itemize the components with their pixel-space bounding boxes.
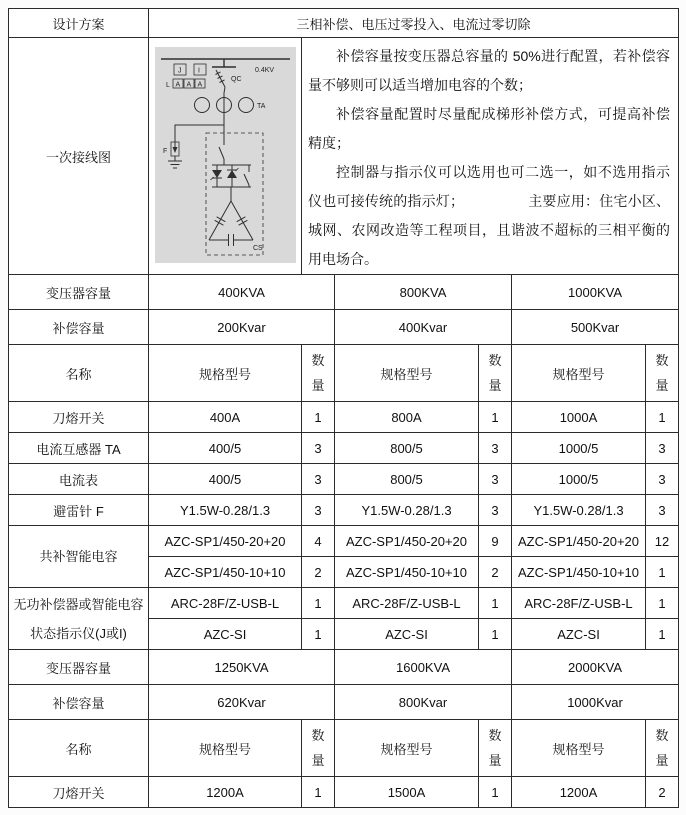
spec-cell: AZC-SP1/450-10+10 [335,557,479,588]
capacity-value: 1250KVA [149,650,335,685]
diagram-l-label: L [165,81,170,89]
row-label: 变压器容量 [9,650,149,685]
primary-wiring-diagram-icon [154,47,297,263]
spec-cell: Y1.5W-0.28/1.3 [335,495,479,526]
spec-cell: 1200A [512,777,646,808]
spec-cell: 1500A [335,777,479,808]
qty-cell: 2 [479,557,512,588]
header-spec: 规格型号 [512,345,646,402]
qty-cell: 1 [646,557,679,588]
spec-cell: AZC-SI [149,619,302,650]
diagram-i-label: I [197,67,200,74]
row-label: 补偿容量 [9,685,149,720]
svg-text:A: A [175,81,180,88]
item-name: 共补智能电容 [9,526,149,588]
capacity-value: 1000Kvar [512,685,679,720]
spec-cell: 1000/5 [512,433,646,464]
qty-cell: 3 [646,495,679,526]
spec-cell: AZC-SI [335,619,479,650]
qty-cell: 3 [302,495,335,526]
qty-cell: 3 [646,464,679,495]
wiring-label: 一次接线图 [9,38,149,275]
spec-cell: Y1.5W-0.28/1.3 [149,495,302,526]
table-row [9,777,679,808]
compensation-capacity-row [9,310,679,345]
wiring-row [9,38,679,275]
qty-cell: 1 [479,777,512,808]
header-spec: 规格型号 [149,345,302,402]
row-label: 补偿容量 [9,310,149,345]
spec-cell: 400/5 [149,464,302,495]
header-qty: 数量 [479,720,512,777]
item-name: 刀熔开关 [9,777,149,808]
notes-cell [302,38,679,275]
table-row [9,495,679,526]
spec-cell: ARC-28F/Z-USB-L [335,588,479,619]
diagram-ta-label: TA [256,102,265,110]
capacity-value: 800KVA [335,275,512,310]
transformer-capacity-row [9,275,679,310]
spec-cell: AZC-SP1/450-10+10 [149,557,302,588]
wiring-diagram-cell [149,38,302,275]
table-header-row [9,345,679,402]
spec-cell: AZC-SP1/450-20+20 [512,526,646,557]
header-qty: 数量 [479,345,512,402]
table-row [9,526,679,557]
diagram-cs-label: CS [252,244,263,252]
table-header-row [9,720,679,777]
spec-cell: 800A [335,402,479,433]
design-label: 设计方案 [9,9,149,38]
item-name: 电流表 [9,464,149,495]
qty-cell: 3 [479,464,512,495]
diagram-qc-label: QC [230,75,241,83]
qty-cell: 4 [302,526,335,557]
spec-cell: AZC-SP1/450-20+20 [335,526,479,557]
transformer-capacity-row [9,650,679,685]
qty-cell: 1 [479,402,512,433]
note-line: 控制器与指示仪可以选用也可二选一，如不选用指示仪也可接传统的指示灯； 主要应用：住宅小区、城网、农网改造等工程项目，且谐波不超标的三相平衡的用电场合。 [308,164,671,267]
header-name: 名称 [9,720,149,777]
qty-cell: 2 [302,557,335,588]
qty-cell: 1 [302,402,335,433]
qty-cell: 1 [646,402,679,433]
row-label: 变压器容量 [9,275,149,310]
item-name: 避雷针 F [9,495,149,526]
table-row [9,433,679,464]
qty-cell: 3 [479,495,512,526]
spec-cell: 400A [149,402,302,433]
spec-cell: ARC-28F/Z-USB-L [149,588,302,619]
qty-cell: 1 [479,588,512,619]
diagram-j-label: J [177,67,181,74]
svg-text:A: A [197,81,202,88]
capacity-value: 400KVA [149,275,335,310]
spec-cell: 1000/5 [512,464,646,495]
header-qty: 数量 [646,345,679,402]
diagram-f-label: F [162,147,167,155]
spec-cell: 1200A [149,777,302,808]
spec-cell: AZC-SP1/450-10+10 [512,557,646,588]
capacity-value: 1000KVA [512,275,679,310]
qty-cell: 1 [302,619,335,650]
table-row [9,402,679,433]
svg-text:A: A [186,81,191,88]
qty-cell: 1 [646,588,679,619]
capacity-value: 800Kvar [335,685,512,720]
capacity-value: 200Kvar [149,310,335,345]
qty-cell: 3 [479,433,512,464]
item-name: 刀熔开关 [9,402,149,433]
capacity-value: 2000KVA [512,650,679,685]
qty-cell: 12 [646,526,679,557]
capacity-value: 400Kvar [335,310,512,345]
qty-cell: 3 [646,433,679,464]
header-name: 名称 [9,345,149,402]
spec-cell: 800/5 [335,433,479,464]
capacity-value: 1600KVA [335,650,512,685]
qty-cell: 1 [302,588,335,619]
spec-cell: 400/5 [149,433,302,464]
design-row [9,9,679,38]
header-spec: 规格型号 [335,720,479,777]
spec-cell: ARC-28F/Z-USB-L [512,588,646,619]
note-line: 补偿容量按变压器总容量的 50%进行配置，若补偿容量不够则可以适当增加电容的个数； [308,48,671,93]
header-spec: 规格型号 [512,720,646,777]
compensation-capacity-row [9,685,679,720]
item-name: 无功补偿器或智能电容状态指示仪(J或I) [9,588,149,650]
spec-cell: 1000A [512,402,646,433]
header-qty: 数量 [302,720,335,777]
note-line: 补偿容量配置时尽量配成梯形补偿方式，可提高补偿精度； [308,106,671,151]
qty-cell: 3 [302,433,335,464]
spec-cell: AZC-SI [512,619,646,650]
qty-cell: 1 [302,777,335,808]
qty-cell: 3 [302,464,335,495]
table-row [9,464,679,495]
spec-table [8,8,679,808]
spec-cell: AZC-SP1/450-20+20 [149,526,302,557]
qty-cell: 9 [479,526,512,557]
header-qty: 数量 [302,345,335,402]
header-spec: 规格型号 [335,345,479,402]
qty-cell: 2 [646,777,679,808]
capacity-value: 620Kvar [149,685,335,720]
spec-cell: Y1.5W-0.28/1.3 [512,495,646,526]
diagram-voltage-label: 0.4KV [254,66,274,74]
design-value: 三相补偿、电压过零投入、电流过零切除 [149,9,679,38]
spec-cell: 800/5 [335,464,479,495]
qty-cell: 1 [479,619,512,650]
header-qty: 数量 [646,720,679,777]
header-spec: 规格型号 [149,720,302,777]
capacity-value: 500Kvar [512,310,679,345]
item-name: 电流互感器 TA [9,433,149,464]
qty-cell: 1 [646,619,679,650]
table-row [9,588,679,619]
